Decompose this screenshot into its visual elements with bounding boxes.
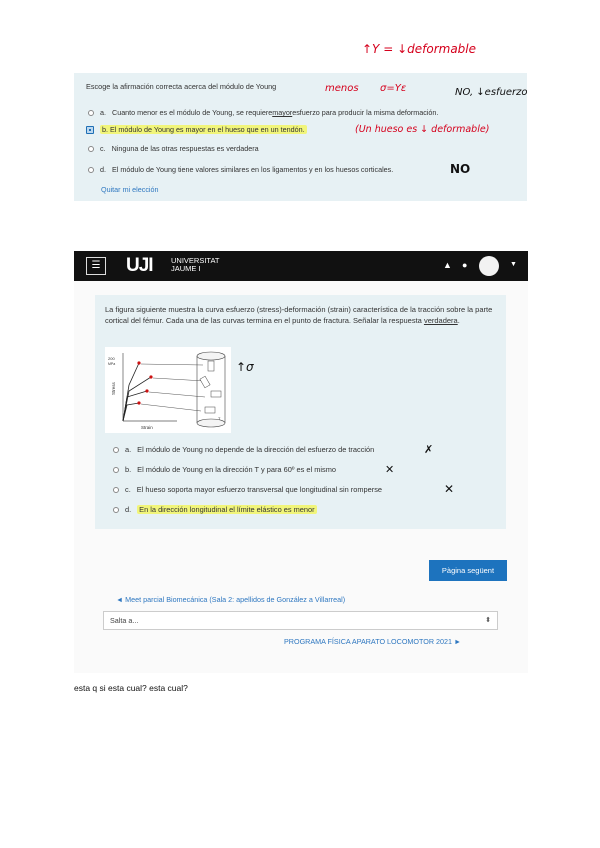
bell-icon[interactable]: ▲ (443, 260, 452, 270)
option-a[interactable] (88, 108, 438, 117)
hamburger-menu-button[interactable]: ☰ (86, 257, 106, 275)
option-b[interactable] (86, 125, 307, 134)
stress-strain-figure (105, 347, 231, 433)
y-axis-label: Stress (111, 382, 116, 395)
jump-to-value: Salta a... (110, 616, 139, 625)
previous-activity-link[interactable]: ◄ Meet parcial Biomecánica (Sala 2: apellidos de González a Villarreal) (116, 595, 346, 604)
annotation-x-option-c: ✕ (444, 482, 455, 496)
radio-c[interactable] (88, 146, 94, 152)
user-avatar[interactable] (479, 256, 499, 276)
select-arrow-icon: ⬍ (485, 617, 491, 624)
annotation-x-option-b: ✕ (385, 463, 395, 476)
option-c[interactable] (113, 485, 382, 494)
option-b-text: El módulo de Young en la dirección T y para 60º es el mismo (137, 465, 336, 474)
underlined-word: verdadera (423, 316, 458, 325)
option-a[interactable] (113, 445, 374, 454)
uji-logo: UJI (126, 255, 153, 276)
option-d-text: En la dirección longitudinal el límite elástico es menor (139, 505, 315, 514)
option-d[interactable] (113, 505, 317, 514)
y-tick-label: 200 (108, 356, 115, 361)
annotation-sigma: σ=Yε (380, 83, 407, 94)
option-b[interactable] (113, 465, 336, 474)
bottom-note: esta q si esta cual? esta cual? (74, 683, 188, 693)
option-a-text-end: esfuerzo para producir la misma deformación. (292, 108, 439, 117)
chat-icon[interactable]: ● (462, 260, 468, 270)
annotation-option-d: NO (450, 162, 471, 176)
option-letter: c. (125, 485, 131, 494)
option-d-text: El módulo de Young tiene valores similares en los ligamentos y en los huesos corticales. (112, 165, 394, 174)
option-letter: d. (100, 165, 106, 174)
top-navbar (74, 251, 528, 281)
question-body: La figura siguiente muestra la curva esfuerzo (stress)-deformación (strain) característica de la tracción sobre la parte cortical del fémur. Cada una de las curvas termina en el punto de fractura. Señalar la respuesta (105, 305, 493, 325)
option-b-text: El módulo de Young es mayor en el hueso que en un tendón. (110, 125, 305, 134)
option-letter: d. (125, 505, 132, 514)
option-a-text: El módulo de Young no depende de la dirección del esfuerzo de tracción (137, 445, 375, 454)
option-letter: a. (125, 445, 132, 454)
option-a-text-start: Cuanto menor es el módulo de Young, se requiere (112, 108, 273, 117)
university-name-line2: JAUME I (171, 264, 201, 273)
next-page-button[interactable]: Pàgina següent (429, 560, 507, 581)
jump-to-select[interactable] (103, 611, 498, 630)
option-letter: b. (125, 465, 132, 474)
radio-c[interactable] (113, 487, 119, 493)
moodle-screenshot (74, 251, 528, 673)
annotation-option-b: (Un hueso es ↓ deformable) (355, 124, 490, 135)
annotation-menos: menos (325, 83, 359, 94)
option-d[interactable] (88, 165, 393, 174)
university-name-line1: UNIVERSITAT (171, 256, 220, 265)
university-name (171, 257, 219, 273)
annotation-top-formula: ↑Y = ↓deformable (362, 42, 476, 56)
annotation-figure-sigma: ↑σ (236, 360, 254, 374)
option-letter: a. (100, 108, 106, 117)
radio-b-selected[interactable] (86, 126, 94, 134)
option-c-text: Ninguna de las otras respuestas es verdadera (111, 144, 259, 153)
transverse-label: T (218, 416, 221, 421)
radio-a[interactable] (88, 110, 94, 116)
underlined-word: mayor (272, 108, 293, 117)
radio-b[interactable] (113, 467, 119, 473)
question-text: Escoge la afirmación correcta acerca del módulo de Young (86, 82, 277, 91)
chevron-down-icon[interactable]: ▼ (510, 261, 517, 268)
question-text: La figura siguiente muestra la curva esfuerzo (stress)-deformación (strain) característica de la tracción sobre la parte cortical del fémur. Cada una de las curvas termina en el punto de fractura. Señalar la respuesta verdadera. (105, 305, 493, 325)
option-c-text: El hueso soporta mayor esfuerzo transversal que longitudinal sin romperse (136, 485, 383, 494)
option-letter: c. (100, 144, 106, 153)
option-letter: b. (102, 125, 108, 134)
radio-d[interactable] (88, 167, 94, 173)
radio-d[interactable] (113, 507, 119, 513)
annotation-x-option-a: ✗ (424, 443, 434, 456)
option-c[interactable] (88, 144, 259, 153)
y-unit-label: MPa (108, 362, 116, 366)
annotation-no-esfuerzo: NO, ↓esfuerzo (455, 87, 528, 98)
option-b-highlight (100, 125, 307, 134)
next-activity-link[interactable]: PROGRAMA FÍSICA APARATO LOCOMOTOR 2021 ► (284, 637, 462, 646)
radio-a[interactable] (113, 447, 119, 453)
clear-choice-link[interactable]: Quitar mi elección (101, 185, 159, 194)
stress-strain-diagram (105, 347, 231, 433)
x-axis-label: Strain (141, 425, 153, 430)
